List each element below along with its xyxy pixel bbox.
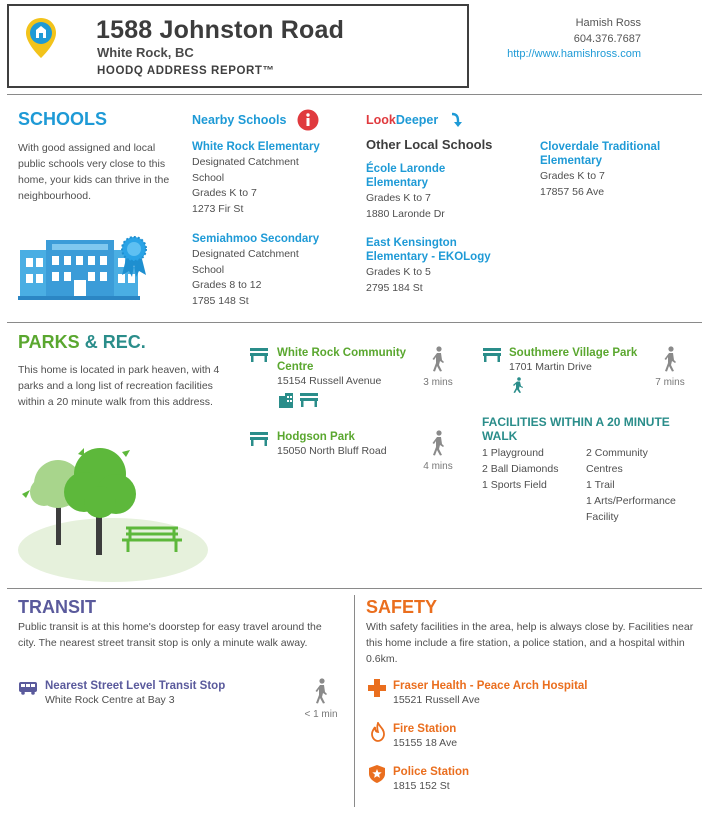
lookdeeper-deeper: Deeper: [395, 113, 439, 127]
school-name-line2: Elementary: [540, 155, 603, 167]
park-item-3[interactable]: [509, 346, 637, 376]
school-address: 1880 Laronde Dr: [366, 207, 445, 220]
safety-item-hospital[interactable]: [393, 679, 588, 709]
other-school-3[interactable]: [540, 140, 660, 200]
building-icon: [277, 392, 295, 408]
school-detail: School: [192, 263, 225, 276]
safety-item-police[interactable]: [393, 765, 469, 795]
facility-item: 1 Sports Field: [482, 479, 547, 491]
bench-icon: [249, 347, 269, 363]
fire-icon: [371, 722, 385, 742]
walk-time: < 1 min: [304, 709, 338, 720]
walking-person-icon: [663, 346, 677, 372]
transit-title: TRANSIT: [18, 597, 96, 617]
parks-title: [18, 332, 146, 353]
facility-item: Facility: [586, 511, 619, 523]
agent-phone: 604.376.7687: [573, 32, 641, 45]
agent-contact: [507, 16, 641, 63]
facility-item: 1 Trail: [586, 479, 615, 491]
school-name: Semiahmoo Secondary: [192, 233, 320, 245]
park-name-line2: Centre: [277, 361, 314, 373]
info-icon[interactable]: [297, 109, 319, 131]
park-name: Southmere Village Park: [509, 347, 638, 359]
divider-vertical: [354, 595, 355, 807]
divider-parks: [7, 588, 702, 589]
facility-item: 2 Community: [586, 447, 648, 459]
police-badge-icon: [369, 765, 385, 783]
park-address: 15154 Russell Avenue: [277, 375, 382, 387]
schools-description: With good assigned and local public schools very close to this home, your kids can thrive in the neighbourhood.: [18, 142, 170, 202]
transit-stop-name: White Rock Centre at Bay 3: [45, 694, 175, 706]
lookdeeper-logo[interactable]: [366, 113, 438, 127]
tree-illustration: [18, 440, 218, 585]
school-name: East Kensington: [366, 237, 457, 249]
location-pin-icon: [24, 16, 58, 60]
nearby-schools-label: Nearby Schools: [192, 113, 287, 127]
facilities-list-1: [482, 445, 558, 493]
school-detail: School: [192, 171, 225, 184]
runner-icon: [512, 377, 524, 393]
school-name: Cloverdale Traditional: [540, 141, 661, 153]
school-grades: Grades K to 7: [540, 170, 605, 182]
school-detail: Designated Catchment: [192, 248, 299, 260]
school-grades: Grades K to 7: [366, 192, 431, 204]
park-name: Hodgson Park: [277, 431, 355, 443]
bus-icon: [18, 681, 38, 695]
safety-address: 15521 Russell Ave: [393, 694, 480, 706]
facility-item: 1 Arts/Performance: [586, 495, 676, 507]
school-name-line2: Elementary - EKOLogy: [366, 251, 491, 263]
other-schools-label: Other Local Schools: [366, 137, 493, 152]
school-grades: Grades K to 7: [192, 187, 257, 199]
arrow-down-icon: [449, 112, 463, 128]
address-city: White Rock, BC: [97, 45, 194, 60]
address-title: 1588 Johnston Road: [96, 16, 345, 44]
safety-address: 1815 152 St: [393, 780, 450, 792]
facilities-title-line2: WALK: [482, 429, 518, 443]
school-address: 2795 184 St: [366, 281, 423, 294]
school-grades: Grades K to 5: [366, 266, 431, 278]
parks-title-word: PARKS: [18, 332, 80, 352]
school-detail: Designated Catchment: [192, 156, 299, 168]
lookdeeper-look: Look: [366, 113, 396, 127]
safety-name: Police Station: [393, 766, 470, 778]
school-address: 1273 Fir St: [192, 202, 244, 215]
safety-name: Fire Station: [393, 723, 457, 735]
report-label: HOODQ ADDRESS REPORT™: [97, 65, 275, 77]
facility-item: Centres: [586, 463, 623, 475]
transit-stop-label: Nearest Street Level Transit Stop: [45, 680, 226, 692]
facilities-title-line1: FACILITIES WITHIN A 20 MINUTE: [482, 415, 670, 429]
facility-item: 1 Playground: [482, 447, 544, 459]
safety-title: SAFETY: [366, 597, 438, 617]
facilities-title: [482, 415, 670, 443]
agent-website-link[interactable]: http://www.hamishross.com: [507, 48, 641, 60]
walking-person-icon: [314, 678, 328, 704]
school-name: École Laronde: [366, 163, 446, 175]
walk-time: 7 mins: [655, 377, 685, 388]
nearby-school-2[interactable]: [192, 232, 319, 309]
park-address: 1701 Martin Drive: [509, 361, 592, 373]
schools-title: SCHOOLS: [18, 109, 108, 129]
agent-name: Hamish Ross: [575, 17, 641, 29]
school-address: 1785 148 St: [192, 294, 249, 307]
safety-description: With safety facilities in the area, help is always close by. Facilities near this home include a fire station, a police station, and a hospital within 0.6km.: [366, 621, 694, 665]
bench-icon: [249, 431, 269, 447]
walk-time: 4 mins: [423, 461, 453, 472]
parks-description: This home is located in park heaven, with 4 parks and a long list of recreation facilities within a 20 minute walk from this address.: [18, 364, 220, 408]
rec-title-word: & REC.: [84, 332, 146, 352]
walking-person-icon: [431, 430, 445, 456]
school-name-line2: Elementary: [366, 177, 429, 189]
bench-icon: [299, 392, 319, 408]
safety-name: Fraser Health - Peace Arch Hospital: [393, 680, 588, 692]
transit-stop-item[interactable]: [45, 679, 225, 709]
award-ribbon-icon: [118, 235, 150, 277]
park-address: 15050 North Bluff Road: [277, 445, 387, 457]
park-name: White Rock Community: [277, 347, 407, 359]
divider-schools: [7, 322, 702, 323]
bench-icon: [482, 347, 502, 363]
park-item-1[interactable]: [277, 346, 406, 390]
walking-person-icon: [431, 346, 445, 372]
facilities-list-2: [586, 445, 676, 525]
divider-header: [7, 94, 702, 95]
nearby-school-1[interactable]: [192, 140, 320, 217]
safety-address: 15155 18 Ave: [393, 737, 458, 749]
park-item-2[interactable]: [277, 430, 387, 460]
school-name: White Rock Elementary: [192, 141, 320, 153]
safety-item-fire[interactable]: [393, 722, 457, 752]
medical-cross-icon: [368, 679, 386, 697]
transit-description: Public transit is at this home's doorstep for easy travel around the city. The nearest street transit stop is only a minute walk away.: [18, 621, 322, 649]
other-school-1[interactable]: [366, 162, 445, 222]
school-address: 17857 56 Ave: [540, 185, 605, 198]
other-school-2[interactable]: [366, 236, 491, 296]
facility-item: 2 Ball Diamonds: [482, 463, 559, 475]
walk-time: 3 mins: [423, 377, 453, 388]
school-grades: Grades 8 to 12: [192, 279, 262, 291]
